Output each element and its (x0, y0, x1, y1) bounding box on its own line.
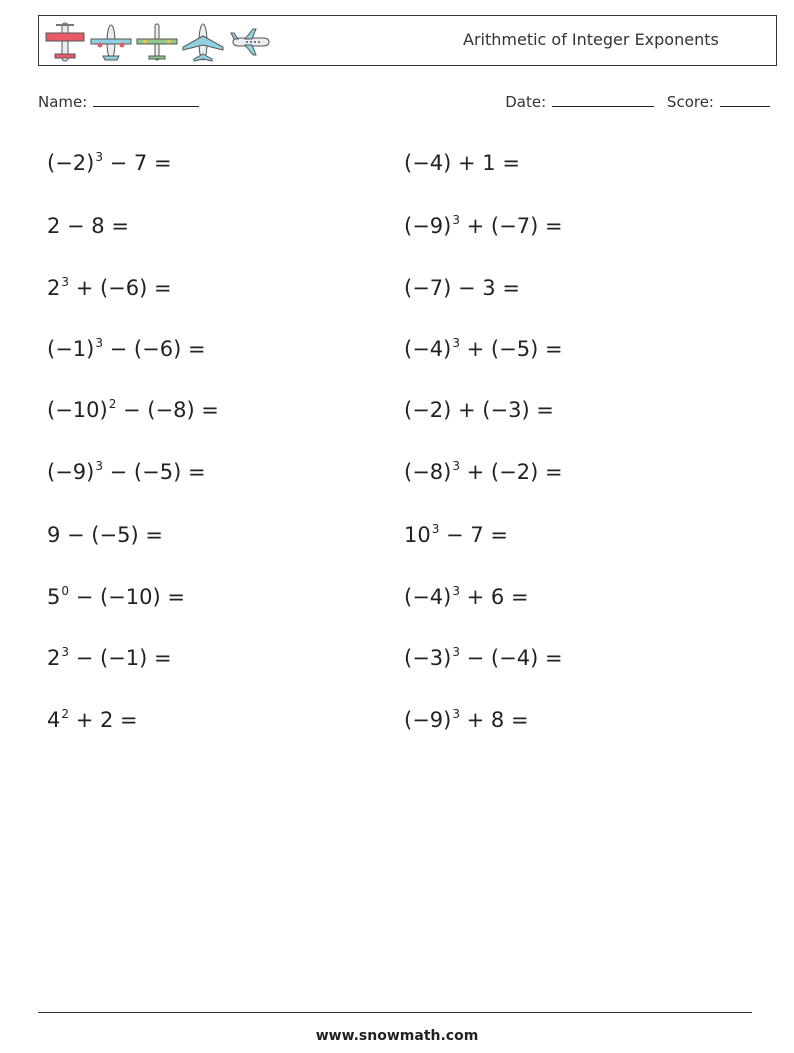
problem-right-8 (404, 583, 529, 614)
problem-rest: + (−6) = (69, 276, 172, 300)
red-plane-icon (43, 20, 87, 64)
problem-right-6 (404, 458, 563, 489)
problem-right-5 (404, 396, 554, 424)
problem-exponent: 0 (61, 584, 70, 598)
problem-base: (−4) + 1 = (404, 151, 520, 175)
problem-rest: − (−8) = (116, 398, 219, 422)
problem-rest: + (−7) = (459, 214, 563, 238)
date-blank[interactable] (552, 92, 654, 107)
score-label: Score: (666, 93, 714, 111)
problem-base: 2 − 8 = (47, 214, 129, 238)
problem-exponent: 2 (108, 397, 117, 411)
worksheet-title: Arithmetic of Integer Exponents (463, 30, 719, 49)
problem-base: 2 (47, 276, 61, 300)
problem-base: (−10) (47, 398, 108, 422)
problem-base: (−4) (404, 337, 452, 361)
problem-exponent: 3 (95, 336, 103, 350)
green-plane-icon (135, 20, 179, 64)
problem-left-8 (47, 583, 185, 614)
problem-exponent: 3 (452, 645, 460, 659)
problem-left-7 (47, 521, 163, 549)
problem-rest: − (−6) = (102, 337, 206, 361)
problem-right-10 (404, 706, 529, 737)
problem-base: (−2) + (−3) = (404, 398, 554, 422)
date-score-fields (505, 92, 770, 111)
problem-rest: − (−5) = (102, 460, 206, 484)
problem-left-5 (47, 396, 219, 427)
problem-base: (−1) (47, 337, 95, 361)
problem-exponent: 3 (452, 707, 460, 721)
problem-right-9 (404, 644, 563, 675)
score-blank[interactable] (720, 92, 770, 107)
problem-left-3 (47, 274, 172, 305)
name-blank[interactable] (93, 92, 199, 107)
problem-left-6 (47, 458, 206, 489)
problem-exponent: 3 (61, 275, 70, 289)
footer-url: www.snowmath.com (315, 1028, 479, 1044)
gray-plane-icon (181, 20, 225, 64)
problem-base: (−2) (47, 151, 95, 175)
problem-exponent: 3 (61, 645, 70, 659)
problem-left-1 (47, 149, 172, 180)
problem-right-4 (404, 335, 563, 366)
problem-base: (−3) (404, 646, 452, 670)
problem-rest: + 2 = (69, 708, 138, 732)
problem-exponent: 2 (61, 707, 70, 721)
problem-base: 10 (404, 523, 431, 547)
problem-rest: + 6 = (459, 585, 529, 609)
date-label: Date: (505, 93, 547, 111)
problem-base: (−9) (47, 460, 95, 484)
problem-base: 2 (47, 646, 61, 670)
problem-exponent: 3 (452, 336, 460, 350)
jet-plane-icon (227, 20, 271, 64)
header-box (38, 15, 777, 66)
problem-rest: − (−4) = (459, 646, 563, 670)
problem-right-7 (404, 521, 508, 552)
blue-plane-icon (89, 20, 133, 64)
problem-base: 5 (47, 585, 61, 609)
problem-rest: − (−1) = (69, 646, 172, 670)
name-label: Name: (38, 93, 88, 111)
problem-exponent: 3 (95, 150, 103, 164)
problem-base: (−8) (404, 460, 452, 484)
problem-left-10 (47, 706, 138, 737)
plane-icons (43, 20, 271, 64)
problem-base: (−9) (404, 708, 452, 732)
problem-exponent: 3 (452, 213, 460, 227)
problem-rest: − 7 = (102, 151, 172, 175)
problem-base: 4 (47, 708, 61, 732)
problem-left-9 (47, 644, 172, 675)
problem-right-3 (404, 274, 520, 302)
problem-right-2 (404, 212, 563, 243)
problem-rest: + (−2) = (459, 460, 563, 484)
problem-exponent: 3 (452, 584, 460, 598)
problem-base: (−4) (404, 585, 452, 609)
footer-divider (38, 1012, 752, 1013)
problem-base: (−7) − 3 = (404, 276, 520, 300)
problem-right-1 (404, 149, 520, 177)
problem-base: 9 − (−5) = (47, 523, 163, 547)
problem-rest: + 8 = (459, 708, 529, 732)
problem-left-2 (47, 212, 129, 240)
problem-rest: − (−10) = (69, 585, 185, 609)
problem-base: (−9) (404, 214, 452, 238)
problem-rest: + (−5) = (459, 337, 563, 361)
problem-exponent: 3 (452, 459, 460, 473)
problem-rest: − 7 = (439, 523, 508, 547)
name-field[interactable] (38, 92, 199, 111)
problem-exponent: 3 (95, 459, 103, 473)
problem-left-4 (47, 335, 206, 366)
problem-exponent: 3 (431, 522, 440, 536)
